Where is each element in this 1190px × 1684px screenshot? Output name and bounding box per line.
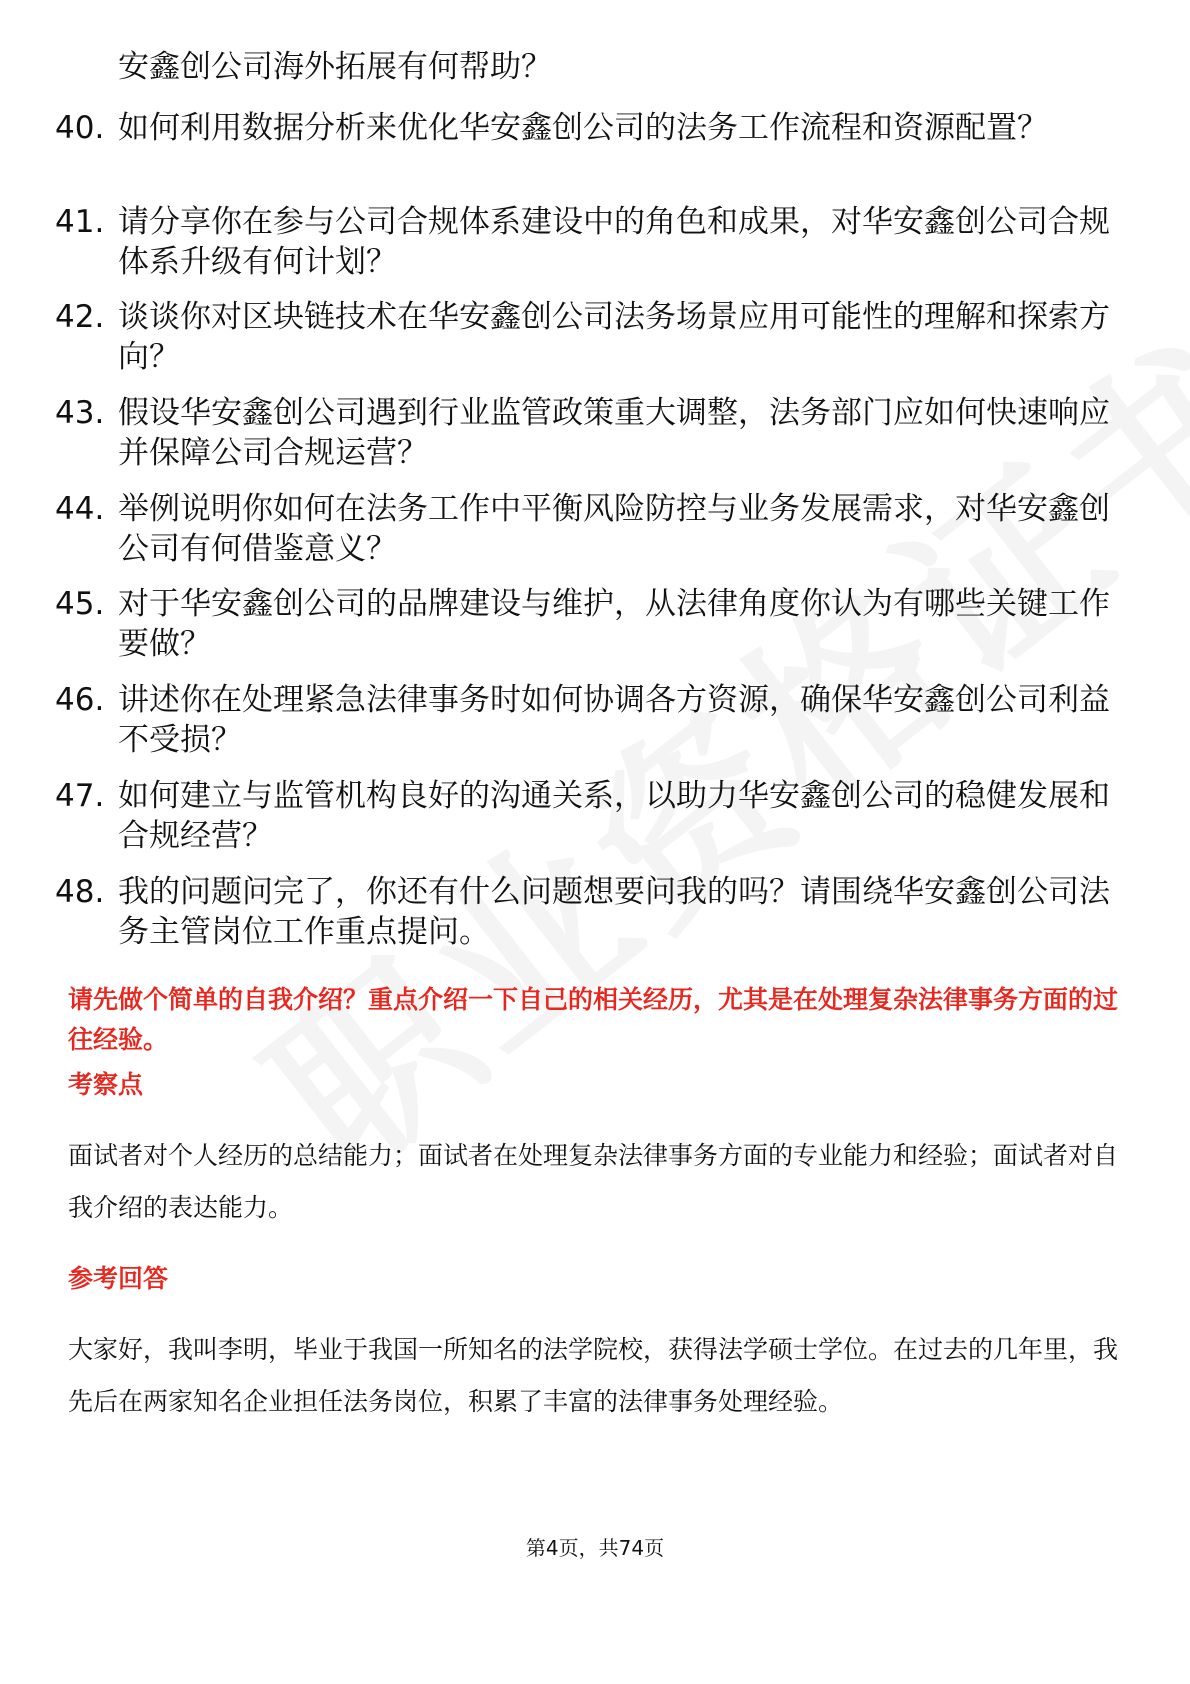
assessment-heading: 考察点	[68, 1070, 144, 1099]
assessment-text: 面试者对个人经历的总结能力；面试者在处理复杂法律事务方面的专业能力和经验；面试者对自我介绍的表达能力。	[68, 1141, 1119, 1222]
list-item	[55, 872, 1115, 952]
item-text: 谈谈你对区块链技术在华安鑫创公司法务场景应用可能性的理解和探索方向？	[118, 299, 1110, 375]
list-item	[55, 489, 1115, 569]
item-number: 43.	[55, 395, 105, 431]
item-text: 对于华安鑫创公司的品牌建设与维护，从法律角度你认为有哪些关键工作要做？	[118, 586, 1110, 662]
featured-question: 请先做个简单的自我介绍？重点介绍一下自己的相关经历，尤其是在处理复杂法律事务方面的过往经验。	[68, 985, 1119, 1054]
page-footer: 第4页，共74页	[525, 1536, 665, 1560]
item-number: 48.	[55, 874, 105, 910]
list-item	[55, 108, 1115, 148]
item-number: 41.	[55, 204, 105, 240]
list-item	[55, 393, 1115, 473]
item-text: 我的问题问完了，你还有什么问题想要问我的吗？请围绕华安鑫创公司法务主管岗位工作重点提问。	[118, 874, 1110, 950]
item-text: 讲述你在处理紧急法律事务时如何协调各方资源，确保华安鑫创公司利益不受损？	[118, 682, 1110, 758]
item-number: 46.	[55, 682, 105, 718]
list-item	[55, 202, 1115, 282]
continuation-text: 安鑫创公司海外拓展有何帮助？	[118, 49, 552, 85]
item-number: 42.	[55, 299, 105, 335]
item-text: 如何建立与监管机构良好的沟通关系，以助力华安鑫创公司的稳健发展和合规经营？	[118, 778, 1110, 854]
list-item	[55, 297, 1115, 377]
item-number: 40.	[55, 110, 105, 146]
item-text: 举例说明你如何在法务工作中平衡风险防控与业务发展需求，对华安鑫创公司有何借鉴意义？	[118, 491, 1110, 567]
item-number: 45.	[55, 586, 105, 622]
item-text: 如何利用数据分析来优化华安鑫创公司的法务工作流程和资源配置？	[118, 110, 1048, 146]
list-item	[55, 680, 1115, 760]
list-item	[55, 584, 1115, 664]
list-item-continuation	[55, 47, 1115, 87]
list-item	[55, 776, 1115, 856]
reference-text: 大家好，我叫李明，毕业于我国一所知名的法学院校，获得法学硕士学位。在过去的几年里，我先后在两家知名企业担任法务岗位，积累了丰富的法律事务处理经验。	[68, 1335, 1119, 1416]
item-number: 44.	[55, 491, 105, 527]
item-text: 请分享你在参与公司合规体系建设中的角色和成果，对华安鑫创公司合规体系升级有何计划？	[118, 204, 1110, 280]
item-number: 47.	[55, 778, 105, 814]
reference-heading: 参考回答	[68, 1264, 169, 1293]
item-text: 假设华安鑫创公司遇到行业监管政策重大调整，法务部门应如何快速响应并保障公司合规运营？	[118, 395, 1110, 471]
